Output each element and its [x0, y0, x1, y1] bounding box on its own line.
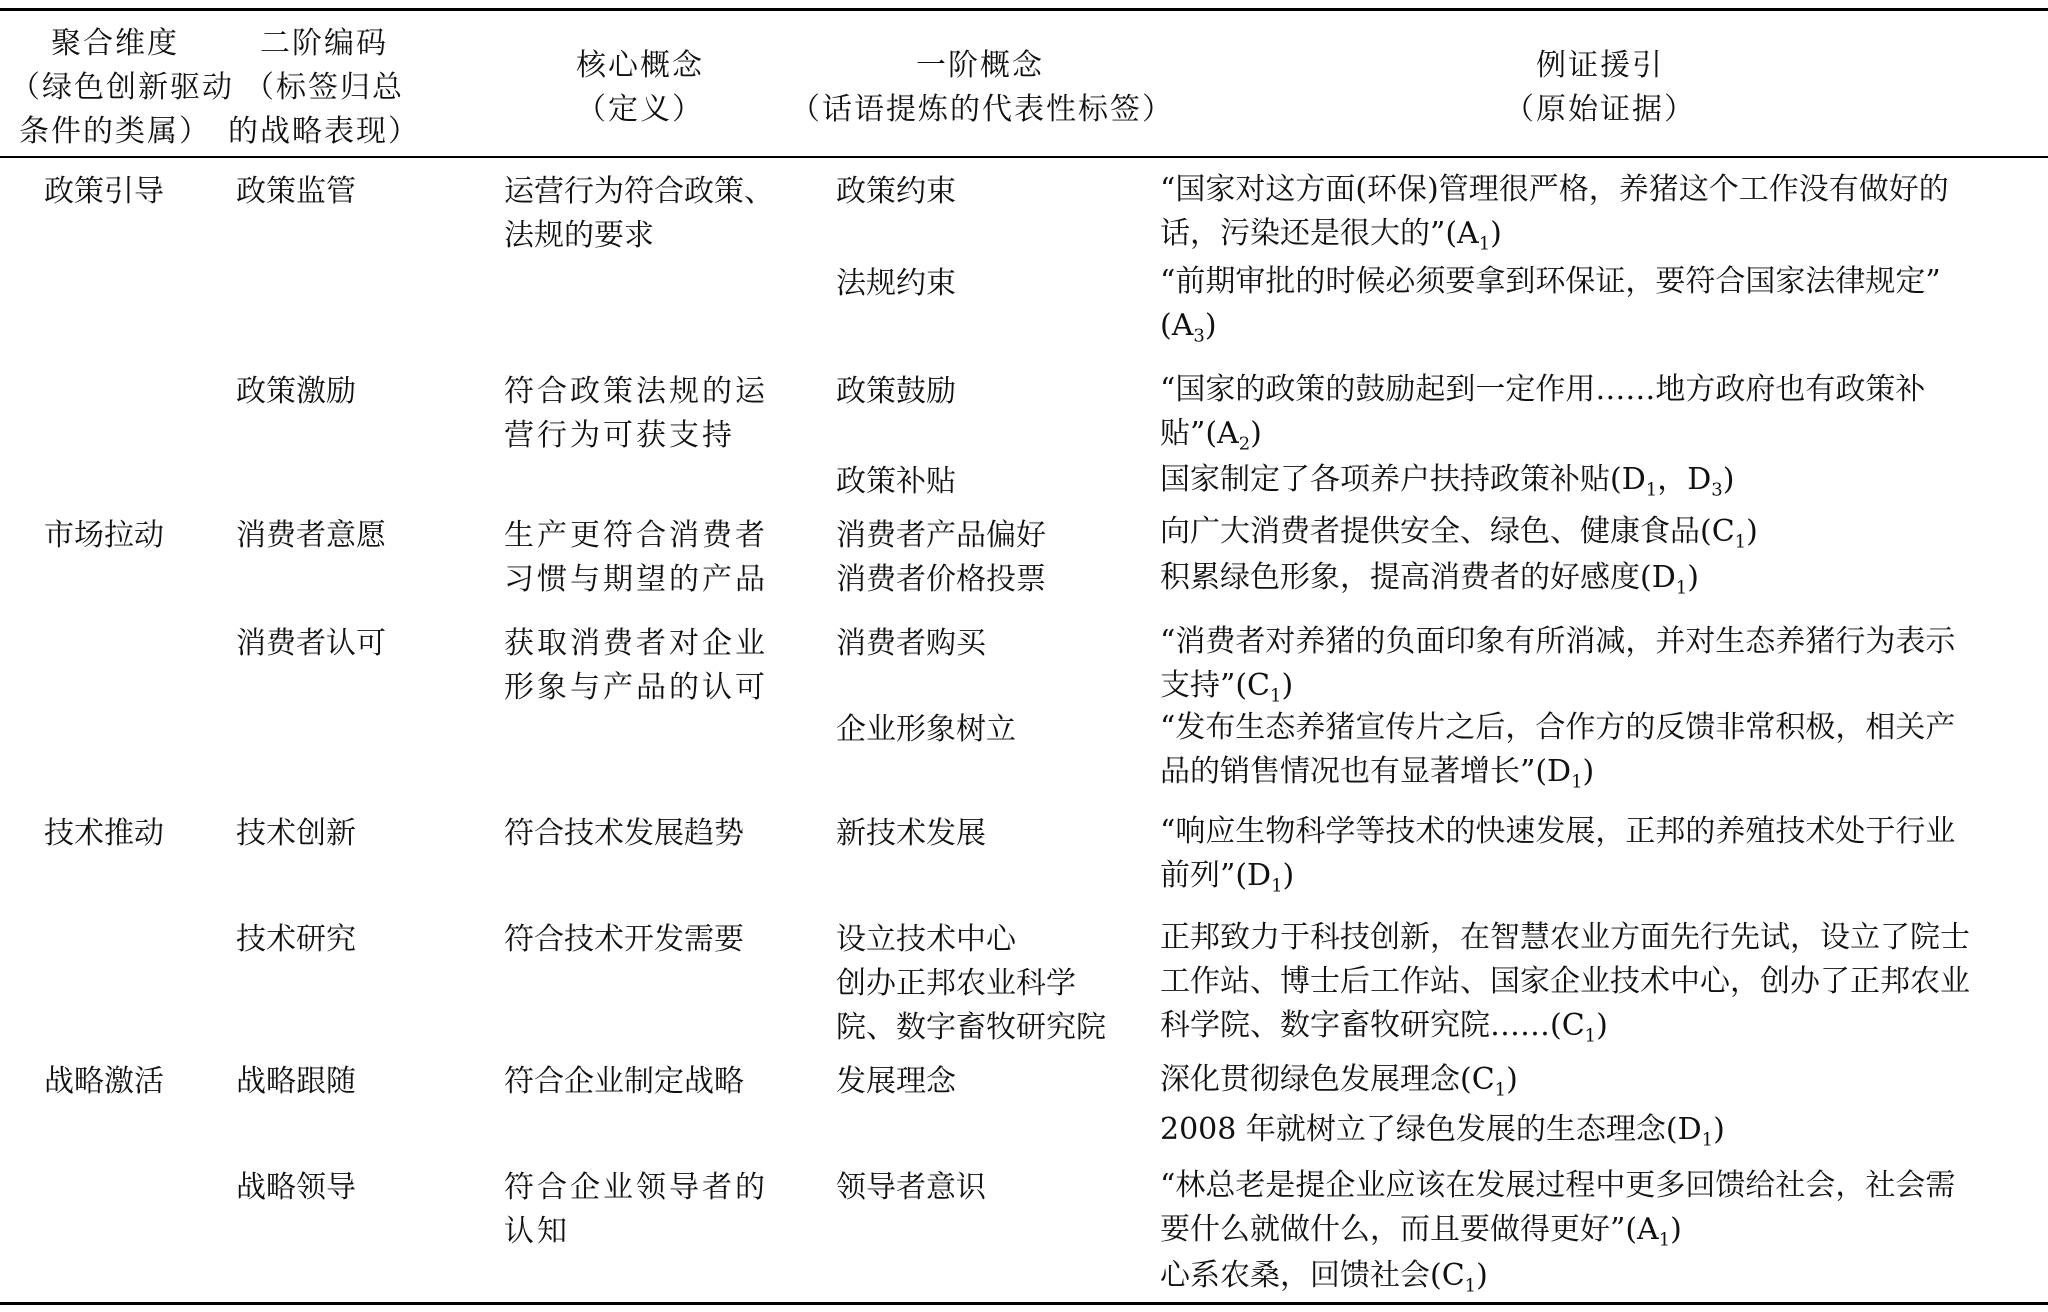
table-top-rule — [0, 8, 2048, 11]
evidence-r4-a: “消费者对养猪的负面印象有所消减，并对生态养猪行为表示 支持$”(C_1)$ — [1160, 624, 1956, 707]
code-consumer-recognition: 消费者认可 — [236, 626, 386, 661]
first-order-leader-awareness: 领导者意识 — [836, 1170, 986, 1205]
concept-consumer-recognition: 获取消费者对企业 形象与产品的认可 — [504, 626, 768, 705]
code-strategy-following: 战略跟随 — [236, 1064, 356, 1099]
concept-policy-incentive: 符合政策法规的运 营行为可获支持 — [504, 374, 768, 453]
first-order-development-concept: 发展理念 — [836, 1064, 956, 1099]
dimension-policy-guidance: 政策引导 — [44, 174, 164, 209]
code-policy-supervision: 政策监管 — [236, 174, 356, 209]
first-order-consumer-preference: 消费者产品偏好 消费者价格投票 — [836, 518, 1046, 597]
evidence-r7-a: 深化贯彻绿色发展理念$(C_1)$ — [1160, 1062, 1518, 1101]
evidence-r6-a: 正邦致力于科技创新，在智慧农业方面先行先试，设立了院士 工作站、博士后工作站、国家企业技术中心，创办了正邦农业 科学院、数字畜牧研究院$\dots\dots(C_1)$ — [1160, 920, 1970, 1047]
evidence-r3-b: 积累绿色形象，提高消费者的好感度$(D_1)$ — [1160, 560, 1699, 599]
first-order-new-technology: 新技术发展 — [836, 816, 986, 851]
code-technology-innovation: 技术创新 — [236, 816, 356, 851]
evidence-r2-b: 国家制定了各项养户扶持政策补贴($D_1$，$D_3$) — [1160, 462, 1735, 501]
concept-strategy-following: 符合企业制定战略 — [504, 1064, 744, 1099]
header-second-order-code: 二阶编码 （标签归总 的战略表现） — [228, 26, 420, 149]
first-order-policy-constraint: 政策约束 — [836, 174, 956, 209]
evidence-r5-a: “响应生物科学等技术的快速发展，正邦的养殖技术处于行业 前列$”(D_1)$ — [1160, 814, 1956, 897]
evidence-r7-b: 2008 年就树立了绿色发展的生态理念$(D_1)$ — [1160, 1112, 1725, 1151]
header-bottom-rule — [0, 156, 2048, 158]
first-order-tech-center: 设立技术中心 创办正邦农业科学 院、数字畜牧研究院 — [836, 922, 1106, 1045]
first-order-brand-image: 企业形象树立 — [836, 712, 1016, 747]
concept-consumer-willingness: 生产更符合消费者 习惯与期望的产品 — [504, 518, 768, 597]
code-consumer-willingness: 消费者意愿 — [236, 518, 386, 553]
dimension-strategy-activation: 战略激活 — [44, 1064, 164, 1099]
code-policy-incentive: 政策激励 — [236, 374, 356, 409]
first-order-regulation-constraint: 法规约束 — [836, 266, 956, 301]
evidence-r3-a: 向广大消费者提供安全、绿色、健康食品$(C_1)$ — [1160, 514, 1758, 553]
first-order-policy-subsidy: 政策补贴 — [836, 464, 956, 499]
code-technology-research: 技术研究 — [236, 922, 356, 957]
header-core-concept: 核心概念 （定义） — [576, 48, 704, 127]
concept-technology-research: 符合技术开发需要 — [504, 922, 744, 957]
dimension-market-pull: 市场拉动 — [44, 518, 164, 553]
evidence-r4-b: “发布生态养猪宣传片之后，合作方的反馈非常积极，相关产 品的销售情况也有显著增长$”(D_1)$ — [1160, 710, 1956, 793]
first-order-policy-encouragement: 政策鼓励 — [836, 374, 956, 409]
table-bottom-rule — [0, 1302, 2048, 1305]
evidence-r8-a: “林总老是提企业应该在发展过程中更多回馈给社会，社会需 要什么就做什么，而且要做得更好$”(A_1)$ — [1160, 1168, 1956, 1251]
header-evidence: 例证援引 （原始证据） — [1504, 48, 1696, 127]
dimension-technology-push: 技术推动 — [44, 816, 164, 851]
evidence-r1-a: “国家对这方面(环保)管理很严格，养猪这个工作没有做好的 话，污染还是很大的$”(A_1)$ — [1160, 172, 1949, 255]
code-strategy-leadership: 战略领导 — [236, 1170, 356, 1205]
evidence-r1-b: “前期审批的时候必须要拿到环保证，要符合国家法律规定” $(A_3)$ — [1160, 264, 1941, 347]
evidence-r8-b: 心系农桑，回馈社会$(C_1)$ — [1160, 1258, 1488, 1297]
header-aggregate-dimension: 聚合维度 （绿色创新驱动 条件的类属） — [10, 26, 234, 149]
concept-policy-supervision: 运营行为符合政策、 法规的要求 — [504, 174, 774, 253]
first-order-consumer-purchase: 消费者购买 — [836, 626, 986, 661]
concept-strategy-leadership: 符合企业领导者的 认知 — [504, 1170, 768, 1249]
concept-technology-innovation: 符合技术发展趋势 — [504, 816, 744, 851]
evidence-r2-a: “国家的政策的鼓励起到一定作用……地方政府也有政策补 贴$”(A_2)$ — [1160, 372, 1926, 455]
header-first-order-concept: 一阶概念 （话语提炼的代表性标签） — [790, 48, 1174, 127]
